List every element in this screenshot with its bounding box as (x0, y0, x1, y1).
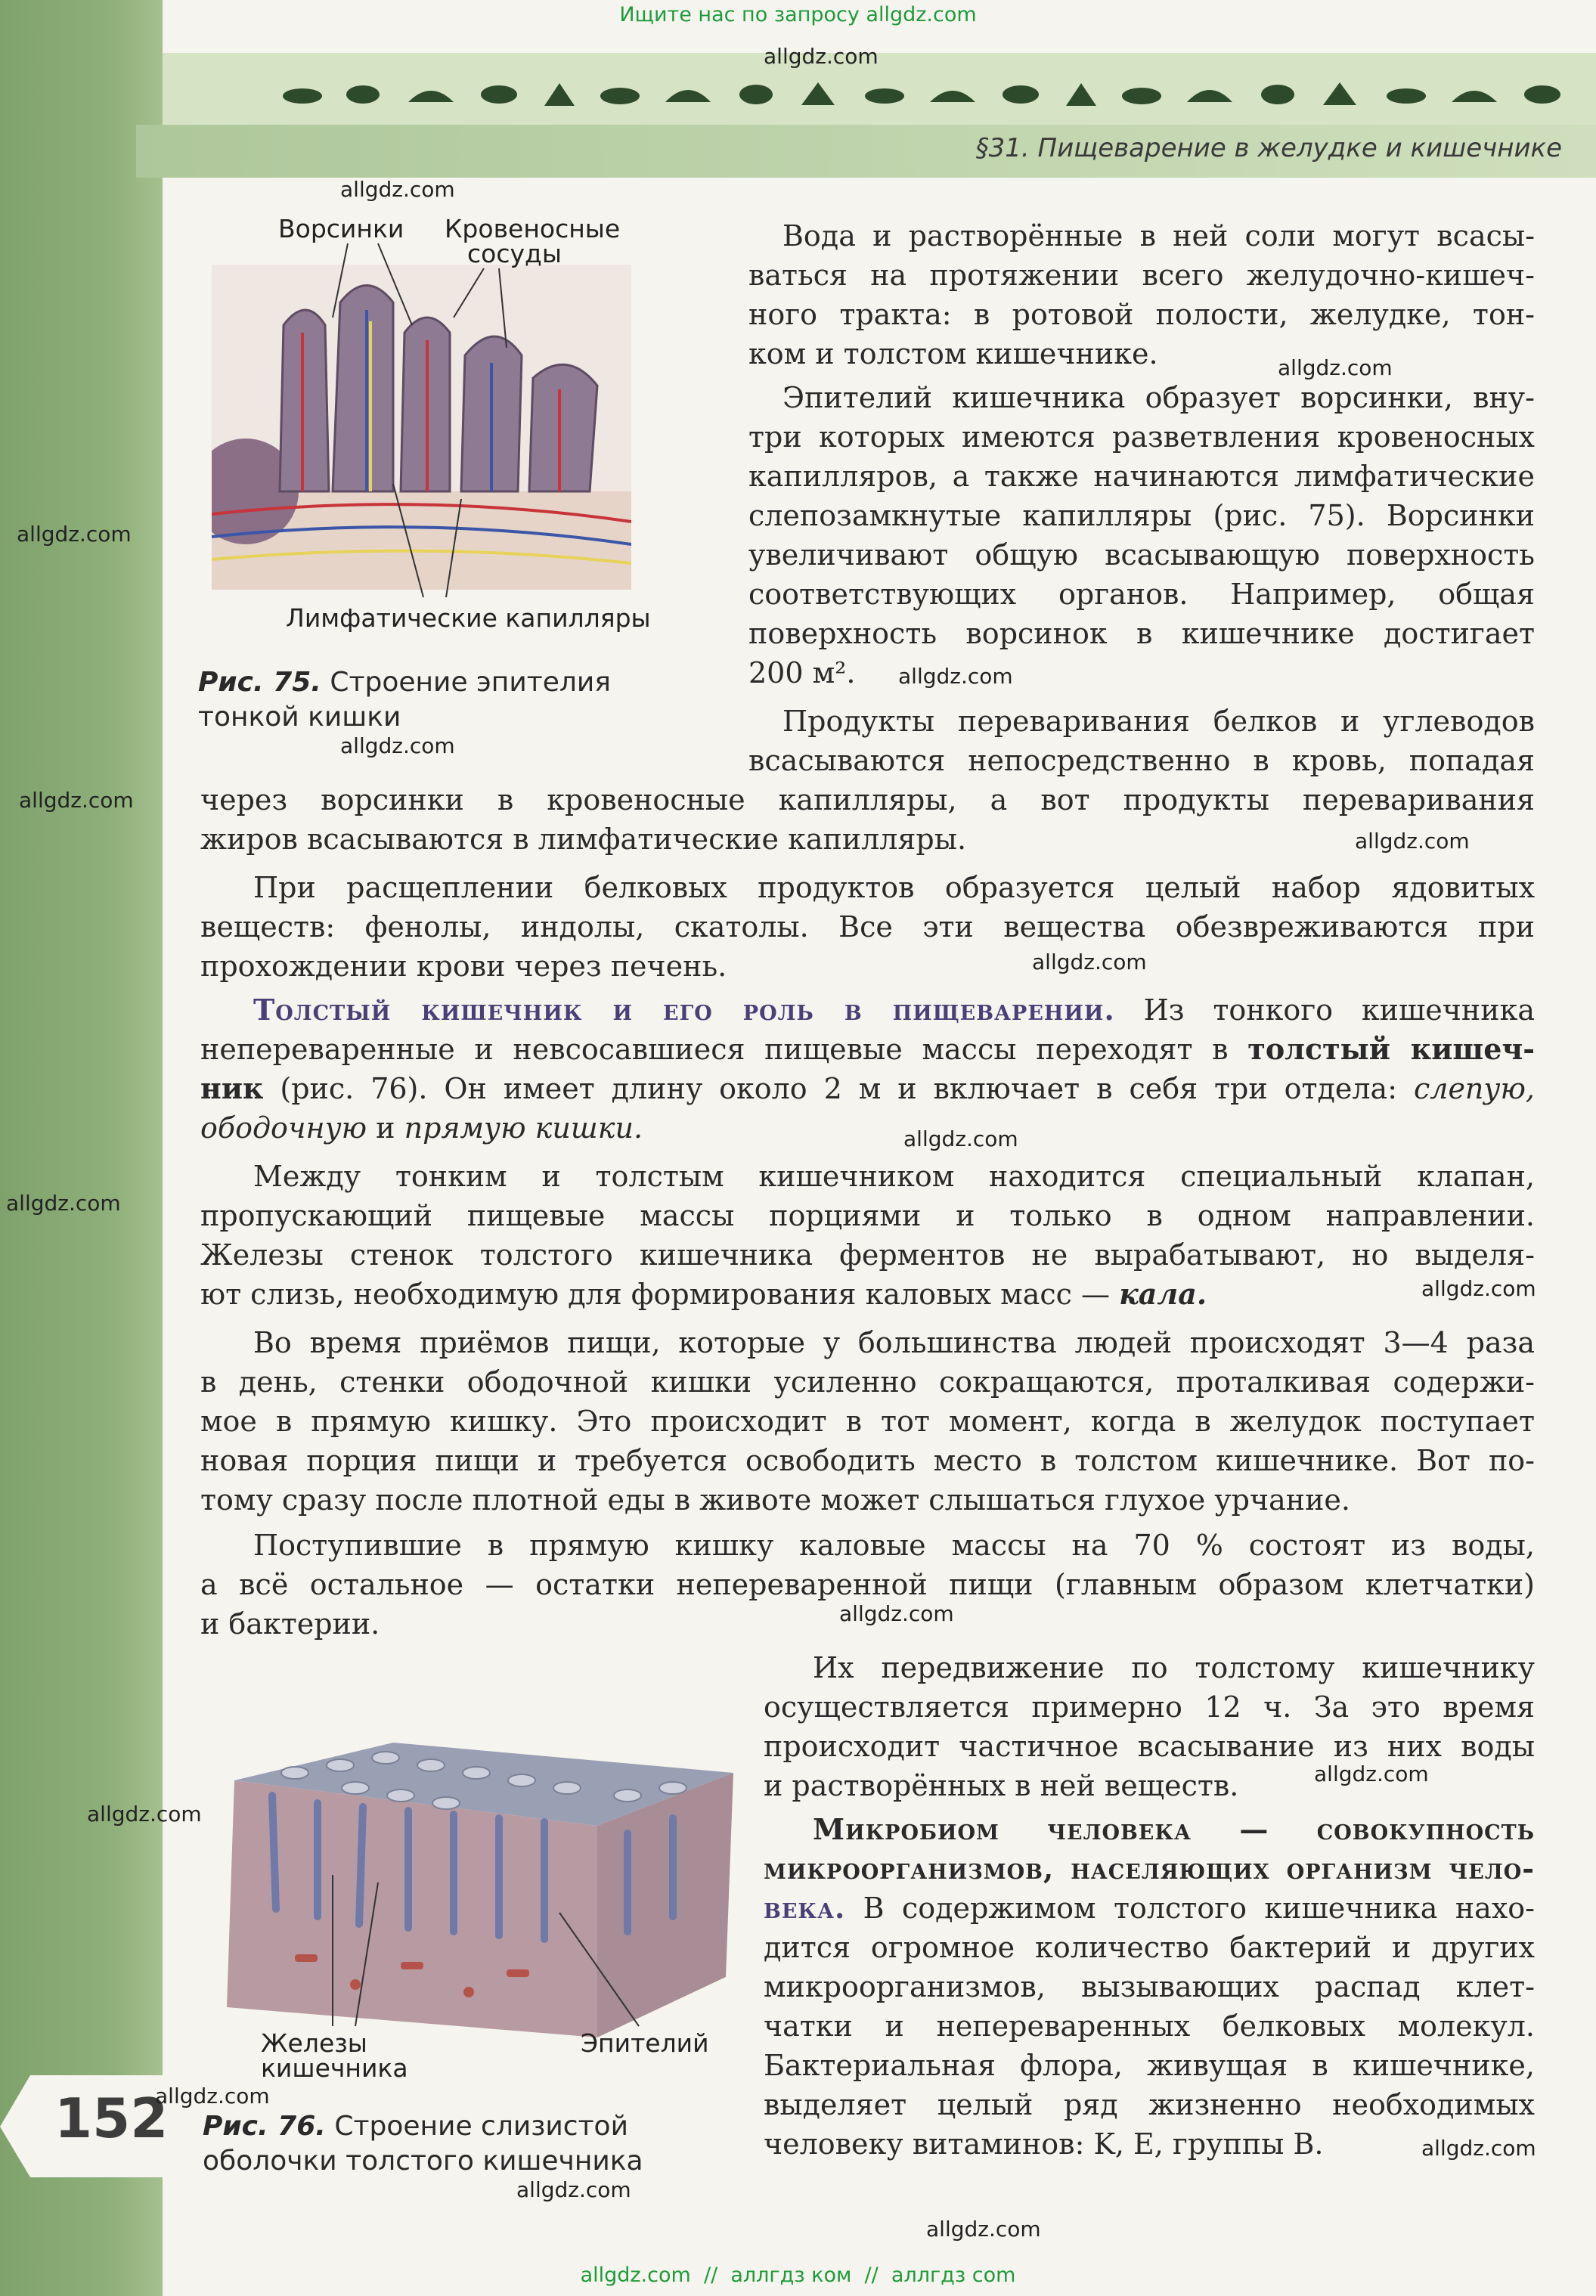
para10-line-9: человеку витаминов: K, E, группы B. (764, 2127, 1324, 2161)
para6-line-3: Железы стенок толстого кишечника ферментов не вырабатывают, но выделя- (200, 1238, 1535, 1272)
microbiome-heading-line-3: века. (764, 1891, 846, 1925)
watermark: allgdz.com (903, 1126, 1018, 1151)
para10-line-4: дится огромное количество бактерий и других (764, 1931, 1535, 1964)
figure-76-caption-line-1 (203, 2109, 628, 2144)
para2-line-5: увеличивают общую всасывающую поверхность (748, 538, 1535, 572)
figure-76-caption-line-2: оболочки толстого кишечника (203, 2146, 643, 2177)
term-feces: кала. (1119, 1277, 1207, 1311)
para1-line-1: Вода и растворённые в ней соли могут всасы- (783, 219, 1535, 253)
watermark: allgdz.com (926, 2217, 1041, 2242)
microbiome-heading-line-2: микроорганизмов, населяющих организм чело- (764, 1851, 1535, 1885)
term-cecum: слепую, (1413, 1072, 1535, 1105)
para5-line-4-and: и (376, 1111, 395, 1145)
watermark: allgdz.com (1278, 355, 1393, 380)
para2-line-4: слепозамкнутые капилляры (рис. 75). Ворсинки (748, 499, 1535, 532)
figure-75-label-vessels-2: сосуды (467, 239, 562, 268)
figure-75-label-lymph: Лимфатические капилляры (286, 603, 651, 633)
para2-line-7: поверхность ворсинок в кишечнике достигает (748, 617, 1535, 650)
para8-line-2: а всё остальное — остатки непереваренной пищи (главным образом клетчатки) (200, 1568, 1535, 1601)
watermark: allgdz.com (1421, 1276, 1536, 1301)
figure-75-caption-line-1 (198, 665, 611, 700)
microbiome-heading-line-1: Микробиом человека — совокупность (813, 1812, 1535, 1846)
watermark: allgdz.com (898, 664, 1013, 689)
term-rectum: прямую кишки. (404, 1111, 643, 1145)
watermark: allgdz.com (516, 2177, 631, 2202)
para10-line-3 (764, 1889, 1535, 1928)
figure-75-label-villi: Ворсинки (278, 214, 404, 243)
figure-76-label-glands-1: Железы (261, 2028, 367, 2058)
para6-line-2: пропускающий пищевые массы порциями и только в одном направлении. (200, 1199, 1535, 1232)
para2-line-6: соответствующих органов. Например, общая (748, 578, 1535, 611)
para3-line-4: жиров всасываются в лимфатические капилляры. (200, 823, 967, 856)
term-colon: ободочную (200, 1111, 367, 1145)
para7-line-1: Во время приёмов пищи, которые у большинства людей происходят 3—4 раза (253, 1326, 1535, 1359)
para1-line-3: ного тракта: в ротовой полости, желудке, тон- (748, 298, 1535, 331)
watermark: allgdz.com (17, 522, 132, 547)
watermark: allgdz.com (19, 788, 134, 813)
para5-line-1-rest: Из тонкого кишечника (1143, 993, 1535, 1027)
watermark: allgdz.com (764, 44, 879, 69)
para1-line-4: ком и толстом кишечнике. (748, 337, 1158, 370)
watermark: allgdz.com (340, 177, 455, 202)
watermark: allgdz.com (87, 1802, 202, 1827)
para4-line-1: При расщеплении белковых продуктов образуется целый набор ядовитых (253, 871, 1535, 904)
para5-line-2 (200, 1030, 1535, 1069)
para4-line-2: веществ: фенолы, индолы, скатолы. Все эти вещества обезвреживаются при (200, 910, 1535, 943)
para5-line-3 (200, 1069, 1535, 1108)
para7-line-2: в день, стенки ободочной кишки усиленно сокращаются, проталкивая содержи- (200, 1365, 1535, 1399)
para5-line-3-text: (рис. 76). Он имеет длину около 2 м и включает в себя три отдела: (280, 1072, 1398, 1105)
para9-line-4: и растворённых в ней веществ. (764, 1769, 1239, 1802)
watermark: allgdz.com (1421, 2136, 1536, 2161)
para6-line-4-text: ют слизь, необходимую для формирования каловых масс — (200, 1278, 1110, 1311)
site-footer-note: allgdz.com // аллгдз ком // аллгдз com (580, 2263, 1016, 2287)
para8-line-1: Поступившие в прямую кишку каловые массы на 70 % состоят из воды, (253, 1529, 1535, 1562)
para10-line-5: микроорганизмов, вызывающих распад клет- (764, 1970, 1535, 2003)
para6-line-4 (200, 1275, 1207, 1314)
para5-line-4 (200, 1108, 643, 1148)
figure-75-caption-number: Рис. 75. (198, 667, 321, 698)
para2-line-2: три которых имеются разветвления кровеносных (748, 420, 1535, 454)
para9-line-3: происходит частичное всасывание из них воды (764, 1730, 1535, 1763)
para5-line-2-text: непереваренные и невсосавшиеся пищевые массы переходят в (200, 1033, 1229, 1066)
para4-line-3: прохождении крови через печень. (200, 950, 727, 983)
para7-line-5: тому сразу после плотной еды в животе может слышаться глухое урчание. (200, 1483, 1350, 1517)
para10-line-7: Бактериальная флора, живущая в кишечнике, (764, 2049, 1535, 2082)
watermark: allgdz.com (839, 1601, 954, 1626)
para7-line-3: мое в прямую кишку. Это происходит в тот момент, когда в желудок поступает (200, 1405, 1535, 1438)
para3-line-2: всасываются непосредственно в кровь, попадая (748, 744, 1535, 777)
page-number: 152 (54, 2087, 169, 2150)
watermark: allgdz.com (1032, 950, 1147, 974)
para10-line-6: чатки и непереваренных белковых молекул. (764, 2009, 1535, 2043)
figure-75-label-vessels-1: Кровеносные (445, 214, 621, 243)
watermark: allgdz.com (340, 733, 455, 758)
site-search-note: Ищите нас по запросу allgdz.com (619, 3, 977, 26)
running-head: §31. Пищеварение в желудке и кишечнике (975, 133, 1562, 163)
para6-line-1: Между тонким и толстым кишечником находится специальный клапан, (253, 1160, 1535, 1193)
term-large-intestine-end: ник (200, 1071, 264, 1105)
figure-75-caption-text: Строение эпителия (330, 667, 611, 698)
para10-line-8: выделяет целый ряд жизненно необходимых (764, 2088, 1535, 2121)
para5-line-1 (253, 990, 1535, 1030)
para2-line-8: 200 м². (748, 656, 856, 689)
watermark: allgdz.com (1355, 829, 1470, 854)
figure-75-caption-line-2: тонкой кишки (198, 702, 401, 733)
para9-line-1: Их передвижение по толстому кишечнику (813, 1651, 1535, 1684)
term-large-intestine: толстый кишеч- (1247, 1032, 1535, 1066)
figure-76-caption-number: Рис. 76. (203, 2111, 326, 2142)
figure-76-leader-lines (0, 1701, 756, 2041)
figure-76-caption-text: Строение слизистой (334, 2111, 628, 2142)
para3-line-3: через ворсинки в кровеносные капилляры, а вот продукты переваривания (200, 783, 1535, 816)
para10-line-3-text: В содержимом толстого кишечника нахо- (863, 1892, 1535, 1925)
para1-line-2: ваться на протяжении всего желудочно-кишеч- (748, 259, 1535, 292)
para2-line-3: капилляров, а также начинаются лимфатические (748, 460, 1535, 493)
watermark: allgdz.com (1314, 1762, 1429, 1786)
para8-line-3: и бактерии. (200, 1607, 380, 1641)
watermark: allgdz.com (155, 2084, 270, 2109)
figure-76-label-glands-2: кишечника (261, 2053, 408, 2083)
section-heading-large-intestine: Толстый кишечник и его роль в пищеварении. (253, 993, 1115, 1027)
para9-line-2: осуществляется примерно 12 ч. За это время (764, 1690, 1535, 1724)
para3-line-1: Продукты переваривания белков и углеводов (783, 705, 1535, 738)
para7-line-4: новая порция пищи и требуется освободить место в толстом кишечнике. Вот по- (200, 1444, 1535, 1477)
watermark: allgdz.com (6, 1191, 121, 1216)
para2-line-1: Эпителий кишечника образует ворсинки, вну- (783, 381, 1535, 414)
figure-76-label-epithelium: Эпителий (581, 2028, 709, 2058)
